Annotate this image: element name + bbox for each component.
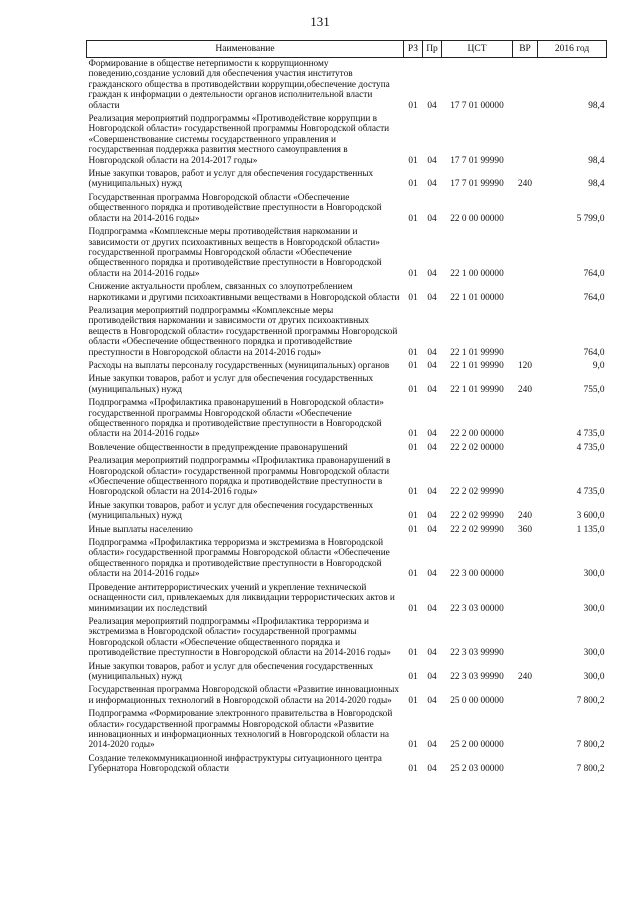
row-vr (513, 582, 538, 616)
header-year: 2016 год (538, 41, 607, 58)
row-pr: 04 (427, 487, 437, 498)
row-cst: 25 0 00 00000 (450, 695, 504, 706)
row-cst: 22 1 01 99990 (450, 360, 504, 371)
row-pr: 04 (427, 179, 437, 190)
row-rz: 01 (408, 179, 418, 190)
row-name: Реализация мероприятий подпрограммы «Профилактика терроризма и экстремизма в Новгородской области» государственной программы Новгородской области «Обеспечение общественного порядка и противодействие преступности в Новгородской области на 2014-2016 годы» (88, 616, 391, 659)
row-vr (513, 537, 538, 582)
row-cst: 22 1 01 00000 (450, 292, 504, 303)
row-pr: 04 (427, 100, 437, 111)
row-sum: 5 799,0 (576, 213, 605, 224)
row-name: Подпрограмма «Комплексные меры противодействия наркомании и зависимости от других психоактивных веществ в Новгородской области» государственной программы Новгородской области «Обеспечение общественного порядка и противодействие преступности в Новгородской области на 2014-2016 годы» (88, 227, 382, 279)
row-rz: 01 (408, 155, 418, 166)
table-row (87, 58, 607, 114)
row-cst: 22 0 00 00000 (450, 213, 504, 224)
row-rz: 01 (408, 384, 418, 395)
row-sum: 4 735,0 (576, 429, 605, 440)
row-pr: 04 (427, 429, 437, 440)
row-name: Государственная программа Новгородской области «Обеспечение общественного порядка и противодействие преступности в Новгородской области на 2014-2016 годы» (88, 192, 382, 224)
row-sum: 755,0 (583, 384, 605, 395)
row-pr: 04 (427, 695, 437, 706)
row-pr: 04 (427, 360, 437, 371)
row-sum: 9,0 (592, 360, 605, 371)
table-row (87, 281, 607, 305)
table-row (87, 616, 607, 661)
row-pr: 04 (427, 384, 437, 395)
row-name: Подпрограмма «Профилактика терроризма и экстремизма в Новгородской области» государственной программы Новгородской области «Обеспечение общественного порядка и противодействие преступности в Новгородской области на 2014-2016 годы» (88, 538, 390, 580)
row-sum: 7 800,2 (576, 695, 605, 706)
row-sum: 98,4 (588, 179, 605, 190)
row-sum: 98,4 (588, 100, 605, 111)
table-row (87, 661, 607, 685)
row-rz: 01 (408, 648, 418, 659)
table-row (87, 360, 607, 373)
row-pr: 04 (427, 764, 437, 775)
row-vr (513, 442, 538, 455)
row-vr: 240 (518, 179, 532, 190)
header-cst: ЦСТ (442, 41, 513, 58)
table-row (87, 582, 607, 616)
row-pr: 04 (427, 511, 437, 522)
row-vr: 120 (518, 360, 532, 371)
row-sum: 300,0 (583, 671, 605, 682)
table-row (87, 524, 607, 537)
row-sum: 98,4 (588, 155, 605, 166)
row-rz: 01 (408, 268, 418, 279)
row-name: Иные закупки товаров, работ и услуг для обеспечения государственных (муниципальных) нужд (88, 500, 374, 522)
row-rz: 01 (408, 740, 418, 751)
row-sum: 4 735,0 (576, 442, 605, 453)
row-pr: 04 (427, 603, 437, 614)
row-cst: 22 1 01 99990 (450, 347, 504, 358)
row-rz: 01 (408, 603, 418, 614)
row-vr (513, 226, 538, 281)
row-rz: 01 (408, 442, 418, 453)
row-name: Подпрограмма «Профилактика правонарушений в Новгородской области» государственной программы Новгородской области «Обеспечение общественного порядка и противодействие преступности в Новгородской области на 2014-2016 годы» (88, 398, 384, 440)
row-sum: 7 800,2 (576, 740, 605, 751)
row-rz: 01 (408, 429, 418, 440)
row-vr: 240 (518, 384, 532, 395)
row-pr: 04 (427, 268, 437, 279)
row-name: Подпрограмма «Формирование электронного правительства в Новгородской области» государственной программы Новгородской области «Развитие инновационных и информационных технологий в Новгородской области на 2014-2020 годы» (88, 709, 393, 751)
table-row (87, 500, 607, 524)
budget-table (86, 40, 607, 777)
row-name: Проведение антитеррористических учений и укрепление технической оснащенности сил, привлекаемых для ликвидации террористических актов и минимизации их последствий (88, 582, 395, 614)
row-name: Реализация мероприятий подпрограммы «Противодействие коррупции в Новгородской области» государственной программы Новгородской области «Совершенствование системы государственного управления и государственная поддержка развития местного самоуправления в Новгородской области на 2014-2017 годы» (88, 114, 390, 166)
row-name: Формирование в обществе нетерпимости к коррупционному поведению,создание условий для обеспечения участия институтов гражданского общества в противодействии коррупции,обеспечение доступа граждан к информации о деятельности органов исполнительной власти области (88, 59, 390, 111)
row-name: Расходы на выплаты персоналу государственных (муниципальных) органов (88, 360, 390, 371)
row-vr (513, 305, 538, 360)
row-name: Реализация мероприятий подпрограммы «Комплексные меры противодействия наркомании и зависимости от других психоактивных веществ в Новгородской области» государственной программы Новгородской области «Обеспечение общественного порядка и противодействие преступности в Новгородской области на 2014-2016 годы» (88, 305, 398, 358)
table-row (87, 226, 607, 281)
row-vr (513, 192, 538, 226)
row-pr: 04 (427, 213, 437, 224)
row-cst: 22 2 02 99990 (450, 511, 504, 522)
header-vr: ВР (513, 41, 538, 58)
row-cst: 22 2 02 99990 (450, 487, 504, 498)
row-pr: 04 (427, 155, 437, 166)
table-row (87, 708, 607, 753)
row-cst: 22 2 00 00000 (450, 429, 504, 440)
row-cst: 25 2 00 00000 (450, 740, 504, 751)
header-pr: Пр (423, 41, 442, 58)
row-cst: 22 3 00 00000 (450, 569, 504, 580)
row-sum: 300,0 (583, 569, 605, 580)
row-pr: 04 (427, 292, 437, 303)
row-rz: 01 (408, 695, 418, 706)
table-row (87, 684, 607, 708)
row-sum: 1 135,0 (576, 524, 605, 535)
row-vr (513, 281, 538, 305)
row-cst: 22 3 03 00000 (450, 603, 504, 614)
table-row (87, 455, 607, 500)
row-cst: 22 2 02 00000 (450, 442, 504, 453)
row-vr (513, 58, 538, 114)
row-name: Иные выплаты населению (88, 524, 193, 535)
row-pr: 04 (427, 648, 437, 659)
row-name: Иные закупки товаров, работ и услуг для обеспечения государственных (муниципальных) нужд (88, 169, 374, 190)
page-number: 131 (310, 14, 330, 29)
row-name: Иные закупки товаров, работ и услуг для обеспечения государственных (муниципальных) нужд (88, 661, 374, 682)
row-vr (513, 113, 538, 168)
row-rz: 01 (408, 100, 418, 111)
row-sum: 764,0 (583, 347, 605, 358)
row-pr: 04 (427, 569, 437, 580)
row-name: Создание телекоммуникационной инфраструктуры ситуационного центра Губернатора Новгородской области (88, 753, 382, 775)
row-vr: 360 (518, 524, 532, 535)
row-vr (513, 753, 538, 777)
row-sum: 300,0 (583, 603, 605, 614)
row-cst: 17 7 01 99990 (450, 179, 504, 190)
table-row (87, 373, 607, 397)
row-cst: 22 3 03 99990 (450, 648, 504, 659)
row-sum: 3 600,0 (576, 511, 605, 522)
row-sum: 300,0 (583, 648, 605, 659)
row-cst: 22 1 00 00000 (450, 268, 504, 279)
row-name: Вовлечение общественности в предупреждение правонарушений (88, 442, 348, 453)
table-row (87, 192, 607, 226)
row-rz: 01 (408, 292, 418, 303)
table-row (87, 397, 607, 442)
table-row (87, 113, 607, 168)
row-vr (513, 397, 538, 442)
row-rz: 01 (408, 569, 418, 580)
row-pr: 04 (427, 524, 437, 535)
row-vr (513, 684, 538, 708)
table-header-row (87, 41, 607, 58)
row-vr (513, 455, 538, 500)
row-cst: 17 7 01 99990 (450, 155, 504, 166)
row-rz: 01 (408, 213, 418, 224)
row-pr: 04 (427, 442, 437, 453)
row-rz: 01 (408, 764, 418, 775)
row-name: Реализация мероприятий подпрограммы «Профилактика правонарушений в Новгородской области» государственной программы Новгородской области «Обеспечение общественного порядка и противодействие преступности в Новгородской области на 2014-2016 годы» (88, 456, 391, 498)
row-cst: 22 1 01 99990 (450, 384, 504, 395)
row-sum: 7 800,2 (576, 764, 605, 775)
header-name: Наименование (87, 41, 404, 58)
row-cst: 22 3 03 99990 (450, 671, 504, 682)
row-rz: 01 (408, 487, 418, 498)
row-vr: 240 (518, 671, 532, 682)
table-row (87, 753, 607, 777)
row-cst: 17 7 01 00000 (450, 100, 504, 111)
row-pr: 04 (427, 740, 437, 751)
row-sum: 764,0 (583, 268, 605, 279)
row-rz: 01 (408, 671, 418, 682)
row-pr: 04 (427, 671, 437, 682)
row-name: Снижение актуальности проблем, связанных со злоупотреблением наркотиками и другими психоактивными веществами в Новгородской области (88, 282, 400, 303)
table-row (87, 305, 607, 360)
row-vr (513, 708, 538, 753)
row-rz: 01 (408, 511, 418, 522)
row-cst: 22 2 02 99990 (450, 524, 504, 535)
row-rz: 01 (408, 360, 418, 371)
row-cst: 25 2 03 00000 (450, 764, 504, 775)
row-sum: 764,0 (583, 292, 605, 303)
row-rz: 01 (408, 524, 418, 535)
row-vr: 240 (518, 511, 532, 522)
row-sum: 4 735,0 (576, 487, 605, 498)
table-row (87, 168, 607, 192)
row-name: Государственная программа Новгородской области «Развитие инновационных и информационных технологий в Новгородской области на 2014-2020 годы» (88, 685, 399, 706)
row-pr: 04 (427, 347, 437, 358)
row-name: Иные закупки товаров, работ и услуг для обеспечения государственных (муниципальных) нужд (88, 374, 374, 395)
header-rz: РЗ (404, 41, 423, 58)
table-row (87, 442, 607, 455)
row-vr (513, 616, 538, 661)
row-rz: 01 (408, 347, 418, 358)
table-row (87, 537, 607, 582)
